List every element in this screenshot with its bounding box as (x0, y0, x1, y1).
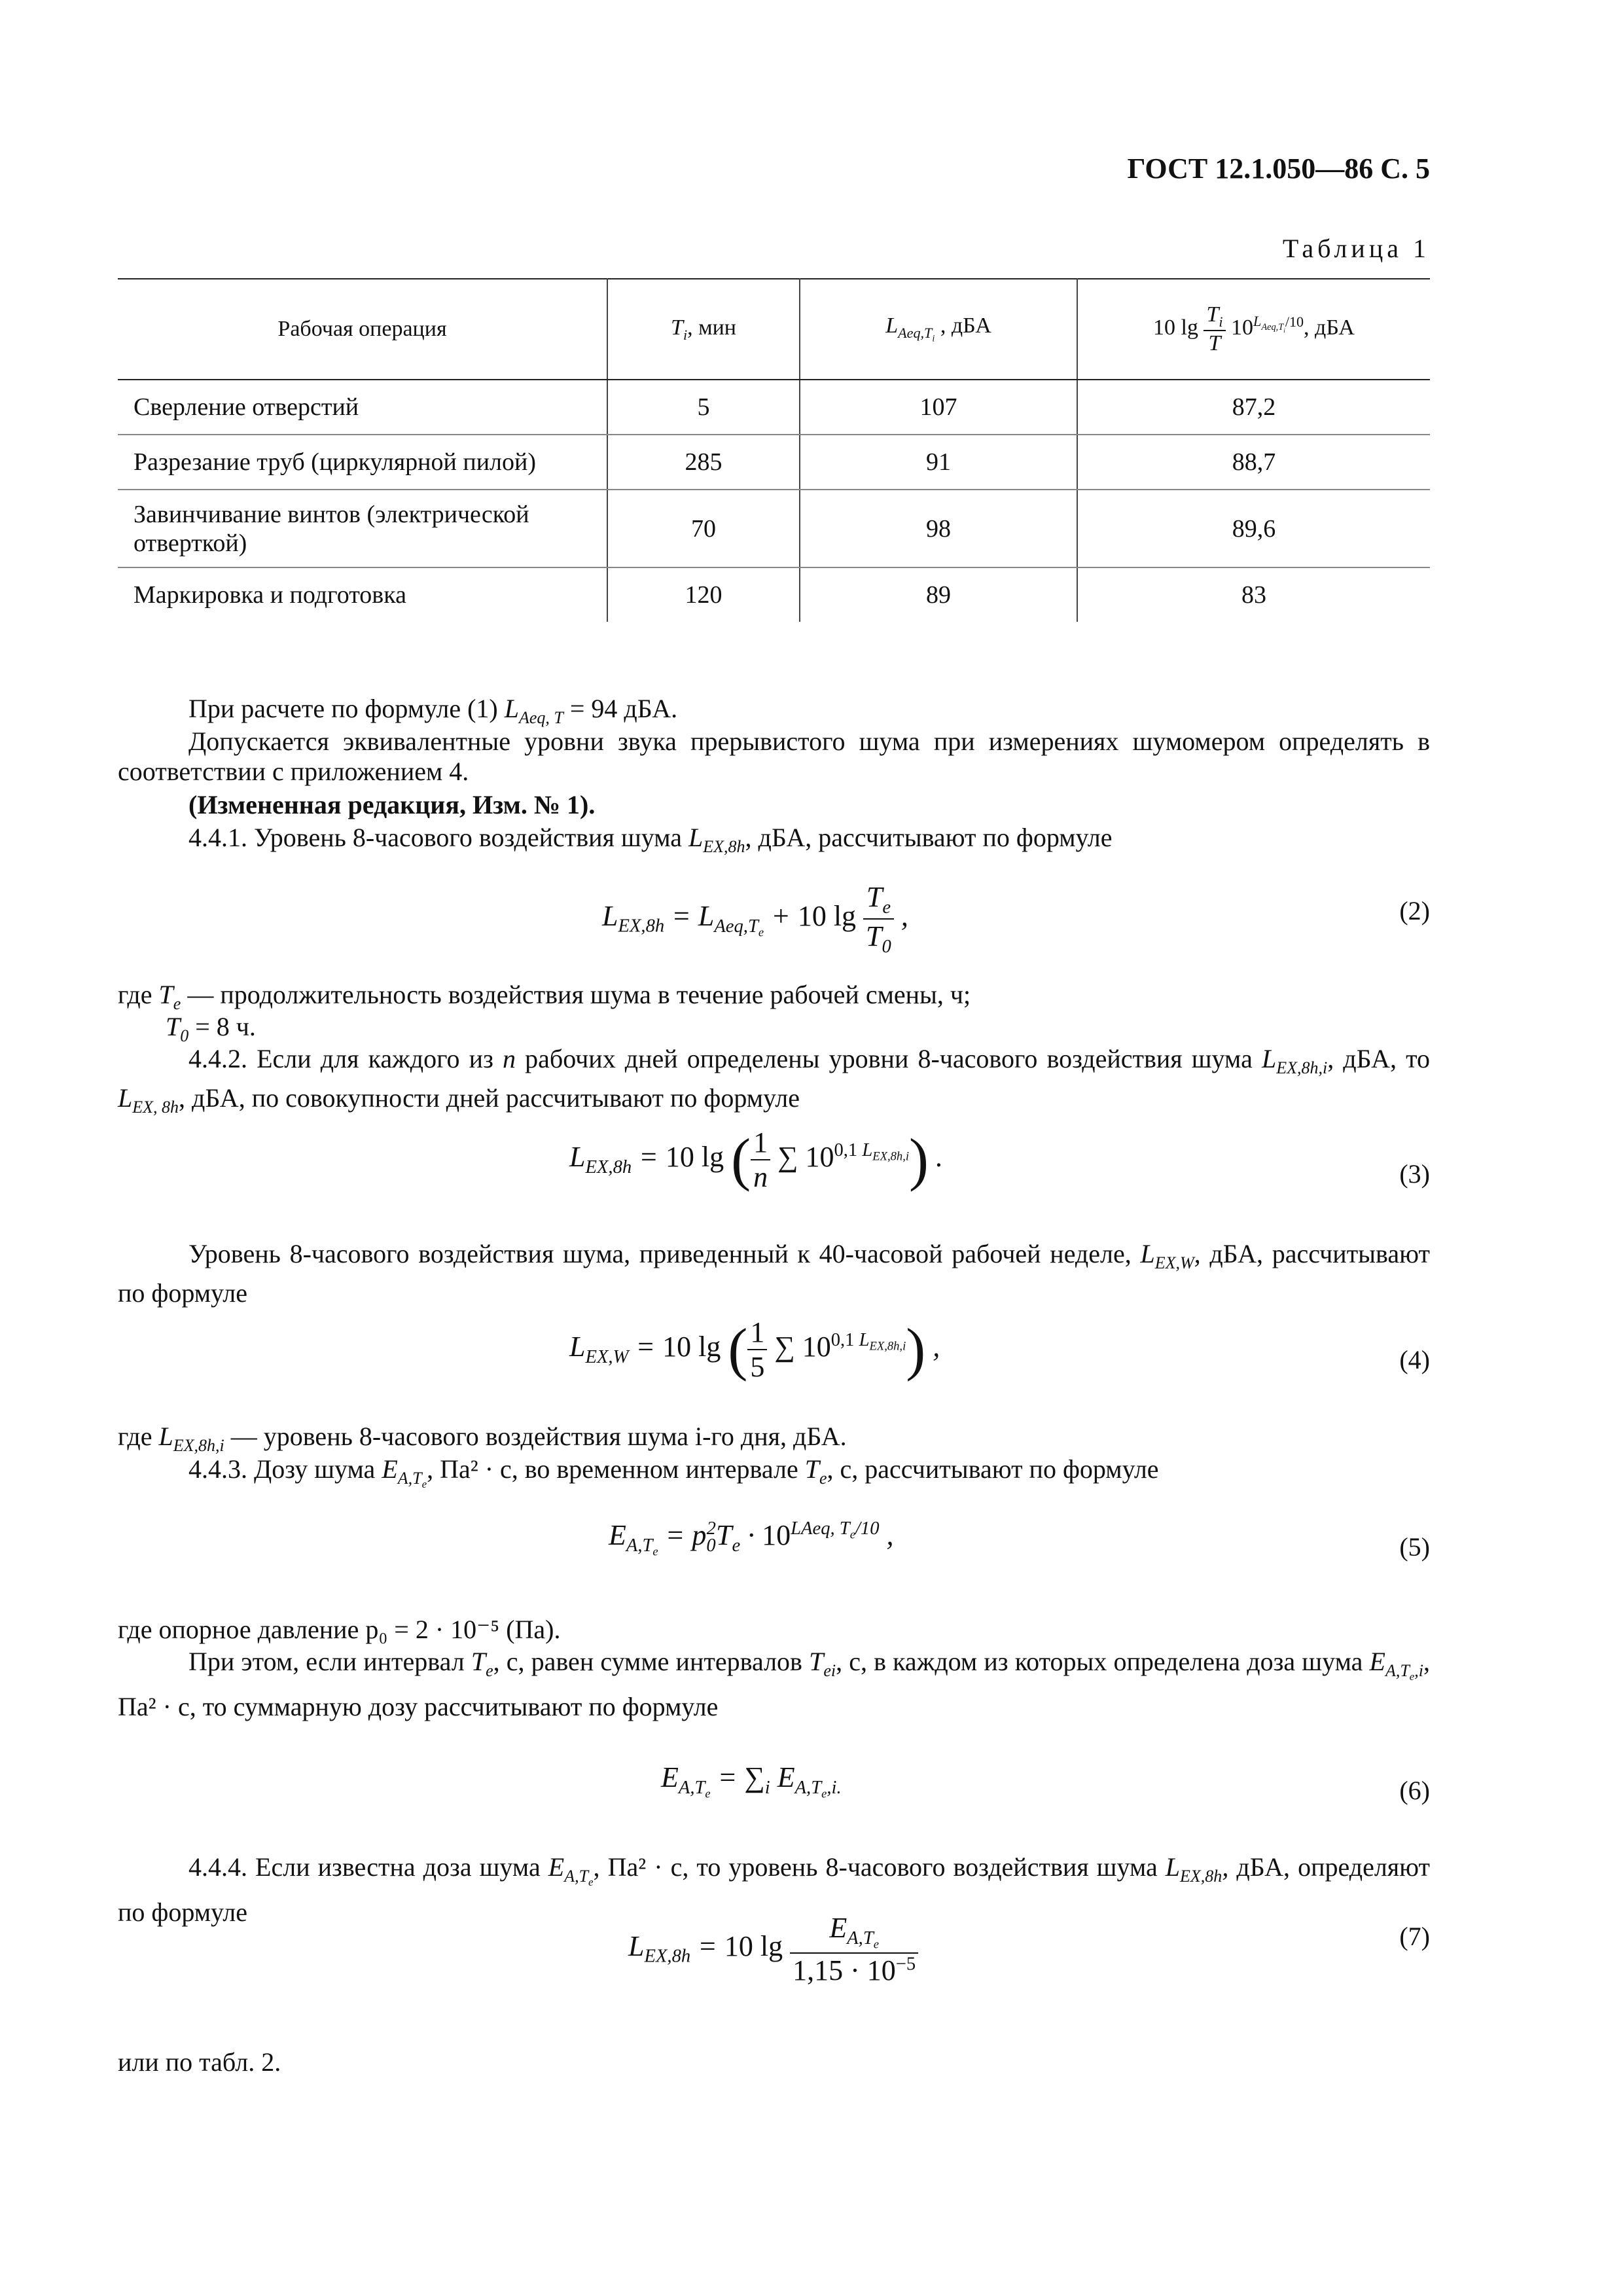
row-laeq: 98 (800, 490, 1077, 567)
formula-2: $L_{EX,8h} = L_{Aeq,T_e} + 10$ lg $\frac{T_e}{T_0}$ , (602, 881, 908, 957)
col-header-ti: $T_i$, мин (607, 279, 800, 380)
table-row (118, 380, 1430, 435)
col-header-operation: Рабочая операция (118, 279, 607, 380)
table-row (118, 567, 1430, 622)
equation-number-5: (5) (1399, 1532, 1430, 1562)
where-lex-line: где $L_{EX,8h,i}$ — уровень 8-часового воздействия шума i-го дня, дБА. (118, 1422, 847, 1455)
col-header-laeq: $L_{Aeq,T_i}$ , дБА (800, 279, 1077, 380)
row-ti: 285 (607, 435, 800, 490)
row-calc: 87,2 (1077, 380, 1430, 435)
paragraph-4-4-4: 4.4.4. Если известна доза шума $E_{A,T_e}$, Па² · с, то уровень 8-часового воздействия шума $L_{EX,8h}$, дБА, определяют по формуле (118, 1852, 1431, 1928)
row-calc: 89,6 (1077, 490, 1430, 567)
table-1 (118, 278, 1430, 622)
row-ti: 120 (607, 567, 800, 622)
allowed-paragraph: Допускается эквивалентные уровни звука прерывистого шума при измерениях шумомером определять в соответствии с приложением 4. (118, 726, 1430, 786)
table-caption: Таблица 1 (1282, 234, 1430, 263)
interval-paragraph: При этом, если интервал $T_e$, с, равен сумме интервалов $T_{ei}$, с, в каждом из которых определена доза шума $E_{A,T_e,i}$, Па² · с, то суммарную дозу рассчитывают по формуле (118, 1647, 1431, 1722)
equation-number-6: (6) (1399, 1776, 1430, 1805)
formula-6: $E_{A,T_e} = \sum_i$ $E_{A,T_e,i.}$ (661, 1761, 842, 1801)
table-row (118, 490, 1430, 567)
paragraph-4-4-3: 4.4.3. Дозу шума $E_{A,T_e}$, Па² · с, во временном интервале $T_e$, с, рассчитывают по формуле (188, 1454, 1159, 1491)
table-header-row (118, 279, 1430, 380)
row-ti: 70 (607, 490, 800, 567)
row-operation: Завинчивание винтов (электрической отверткой) (118, 490, 607, 567)
formula-7: $L_{EX,8h} = 10$ lg $\frac{E_{A,T_e}}{1,15 \cdot 10^{-5}}$ (628, 1911, 918, 1987)
col-header-calc: 10 lg $\frac{T_i}{T}$ $10^{L_{Aeq,T_i}/10}$, дБА (1077, 279, 1430, 380)
row-ti: 5 (607, 380, 800, 435)
row-calc: 88,7 (1077, 435, 1430, 490)
page-header: ГОСТ 12.1.050—86 С. 5 (1127, 152, 1430, 185)
reference-pressure-line: где опорное давление p₀ = 2 · 10⁻⁵ (Па). (118, 1615, 561, 1644)
calc-result-line: При расчете по формуле (1) $L_{Aeq, T} = 94$ дБА. (188, 694, 678, 727)
row-laeq: 107 (800, 380, 1077, 435)
row-laeq: 91 (800, 435, 1077, 490)
row-laeq: 89 (800, 567, 1077, 622)
equation-number-3: (3) (1399, 1159, 1430, 1189)
row-operation: Сверление отверстий (118, 380, 607, 435)
week-paragraph: Уровень 8-часового воздействия шума, приведенный к 40-часовой рабочей неделе, $L_{EX,W}$, дБА, рассчитывают по формуле (118, 1239, 1430, 1308)
row-operation: Маркировка и подготовка (118, 567, 607, 622)
formula-4: $L_{EX,W} = 10$ lg ( $\frac{1}{5}$ ∑ $10^{0,1 L_{EX,8h,i}}$) , (569, 1316, 940, 1383)
amendment-note: (Измененная редакция, Изм. № 1). (188, 790, 596, 819)
or-table-line: или по табл. 2. (118, 2047, 281, 2077)
paragraph-4-4-2: 4.4.2. Если для каждого из n рабочих дней определены уровни 8-часового воздействия шума $L_{EX,8h,i}$, дБА, то $L_{EX, 8h}$, дБА, по совокупности дней рассчитывают по формуле (118, 1044, 1431, 1117)
formula-3: $L_{EX,8h} = 10$ lg ( $\frac{1}{n}$ ∑ $10^{0,1 L_{EX,8h,i}}$) . (569, 1126, 943, 1193)
t0-line: $T_0 = 8$ ч. (166, 1012, 256, 1045)
row-operation: Разрезание труб (циркулярной пилой) (118, 435, 607, 490)
table-row (118, 435, 1430, 490)
where-te-line: где $T_e$ — продолжительность воздействия шума в течение рабочей смены, ч; (118, 980, 971, 1013)
equation-number-4: (4) (1399, 1345, 1430, 1374)
row-calc: 83 (1241, 581, 1266, 609)
paragraph-4-4-1: 4.4.1. Уровень 8-часового воздействия шума $L_{EX,8h}$, дБА, рассчитывают по формуле (188, 823, 1113, 856)
equation-number-7: (7) (1399, 1922, 1430, 1951)
equation-number-2: (2) (1399, 896, 1430, 925)
formula-5: $E_{A,T_e} = p_0^2T_e \cdot 10^{LAeq, T_e/10}$ , (609, 1518, 894, 1559)
